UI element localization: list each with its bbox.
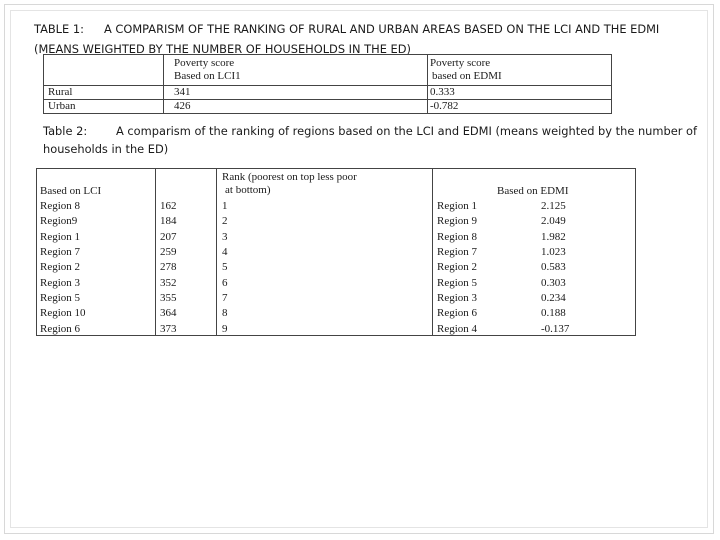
table2 (36, 168, 636, 336)
table2-cell-edmi-score: 0.303 (541, 276, 566, 289)
table2-cell-lci-score: 207 (160, 230, 177, 243)
table2-cell-edmi-region: Region 7 (437, 246, 478, 259)
table2-cell-edmi-score: 0.188 (541, 307, 566, 320)
table1 (43, 54, 612, 114)
table2-cell-rank: 3 (222, 230, 228, 243)
table1-cell-edmi: -0.782 (430, 100, 459, 112)
table2-cell-lci-region: Region 3 (40, 276, 81, 289)
table2-col-divider (155, 169, 156, 335)
table2-cell-lci-score: 352 (160, 276, 177, 289)
table2-cell-lci-score: 364 (160, 307, 177, 320)
table1-header-lci (174, 57, 241, 83)
table2-cell-lci-score: 278 (160, 261, 177, 274)
table2-title-label: Table 2: (43, 124, 88, 138)
table2-cell-edmi-score: 2.049 (541, 215, 566, 228)
table2-cell-edmi-region: Region 5 (437, 276, 478, 289)
table1-title (34, 19, 714, 59)
table1-title-text: A COMPARISM OF THE RANKING OF RURAL AND URBAN AREAS BASED ON THE LCI AND THE EDMI (104, 22, 660, 36)
table2-cell-lci-score: 162 (160, 200, 177, 212)
table2-cell-edmi-region: Region 1 (437, 200, 478, 212)
table2-cell-rank: 8 (222, 307, 228, 320)
table1-cell-edmi: 0.333 (430, 86, 455, 98)
table2-cell-edmi-score: -0.137 (541, 322, 570, 335)
table1-title-label: TABLE 1: (34, 22, 84, 36)
table2-title-line2: households in the ED) (43, 142, 169, 156)
table1-row-divider (44, 85, 611, 86)
table2-cell-lci-region: Region 10 (40, 307, 86, 320)
table1-col-divider (427, 55, 428, 113)
table2-header-rank-line1: Rank (poorest on top less poor (222, 171, 357, 183)
table2-cell-lci-score: 373 (160, 322, 177, 335)
table2-cell-edmi-score: 2.125 (541, 200, 566, 212)
table2-cell-edmi-region: Region 9 (437, 215, 478, 228)
table2-cell-edmi-region: Region 8 (437, 230, 478, 243)
table2-header-rank-line2: at bottom) (225, 184, 271, 196)
table2-cell-rank: 9 (222, 322, 228, 335)
table2-cell-rank: 2 (222, 215, 228, 228)
table2-cell-rank: 6 (222, 276, 228, 289)
table2-title-text: A comparism of the ranking of regions based on the LCI and EDMI (means weighted by the number of (116, 124, 698, 138)
table1-cell-lci: 426 (174, 100, 191, 112)
table2-cell-lci-score: 259 (160, 246, 177, 259)
table2-col-divider (216, 169, 217, 335)
table2-cell-rank: 5 (222, 261, 228, 274)
table2-cell-lci-score: 184 (160, 215, 177, 228)
table2-cell-edmi-score: 1.023 (541, 246, 566, 259)
table2-cell-edmi-region: Region 2 (437, 261, 478, 274)
table1-header-edmi-line1: Poverty score (430, 57, 491, 69)
table1-col-divider (163, 55, 164, 113)
table2-cell-edmi-score: 0.234 (541, 292, 566, 305)
table1-row-divider (44, 99, 611, 100)
table1-row-label: Urban (48, 100, 76, 112)
table1-header-lci-line2: Based on LCI1 (174, 70, 241, 82)
table2-cell-lci-region: Region 6 (40, 322, 81, 335)
table2-header-lci: Based on LCI (40, 185, 102, 197)
table2-cell-edmi-region: Region 3 (437, 292, 478, 305)
table2-cell-rank: 4 (222, 246, 228, 259)
table2-cell-lci-region: Region 1 (40, 230, 81, 243)
table1-row-label: Rural (48, 86, 73, 98)
table2-cell-lci-region: Region 7 (40, 246, 81, 259)
table2-cell-lci-region: Region 5 (40, 292, 81, 305)
table2-cell-edmi-region: Region 4 (437, 322, 478, 335)
table2-cell-lci-region: Region 2 (40, 261, 81, 274)
table2-header-rank (222, 171, 357, 197)
table1-header-edmi-line2: based on EDMI (432, 70, 502, 82)
table1-title-line2: (MEANS WEIGHTED BY THE NUMBER OF HOUSEHOLDS IN THE ED) (34, 42, 411, 56)
table2-cell-edmi-score: 1.982 (541, 230, 566, 243)
table2-col-divider (432, 169, 433, 335)
table2-header-edmi: Based on EDMI (497, 185, 569, 197)
table2-cell-edmi-region: Region 6 (437, 307, 478, 320)
table1-header-edmi (430, 57, 502, 83)
table1-header-lci-line1: Poverty score (174, 57, 235, 69)
table2-cell-rank: 1 (222, 200, 228, 212)
table2-cell-lci-region: Region9 (40, 215, 78, 228)
table1-cell-lci: 341 (174, 86, 191, 98)
table2-cell-lci-score: 355 (160, 292, 177, 305)
table2-title (43, 122, 718, 158)
table2-cell-rank: 7 (222, 292, 228, 305)
table2-cell-edmi-score: 0.583 (541, 261, 566, 274)
table2-cell-lci-region: Region 8 (40, 200, 81, 212)
